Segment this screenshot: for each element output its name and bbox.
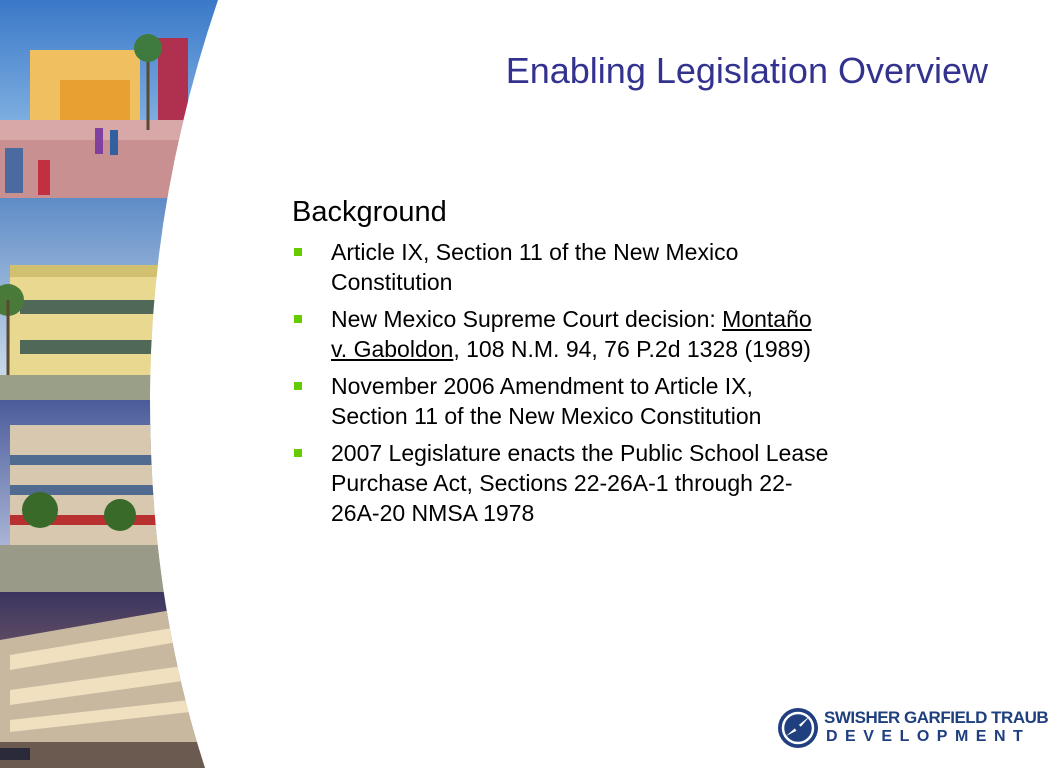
bullet-text: 2007 Legislature enacts the Public School Lease Purchase Act, Sections 22-26A-1 through 22-26A-20 NMSA 1978 <box>331 440 829 526</box>
compass-logo-icon <box>776 706 820 750</box>
company-logo <box>776 706 1048 750</box>
bullet-text: November 2006 Amendment to Article IX, Section 11 of the New Mexico Constitution <box>331 373 762 429</box>
bullet-text-suffix: , 108 N.M. 94, 76 P.2d 1328 (1989) <box>453 336 811 362</box>
bullet-text: Article IX, Section 11 of the New Mexico Constitution <box>331 239 739 295</box>
building-photo-collage <box>0 0 220 768</box>
slide-title: Enabling Legislation Overview <box>505 50 988 91</box>
logo-line-2: DEVELOPMENT <box>826 728 1031 745</box>
bullet-square-icon <box>294 449 302 457</box>
bullet-list <box>292 237 832 528</box>
section-heading: Background <box>292 196 447 228</box>
bullet-text-prefix: New Mexico Supreme Court decision: <box>331 306 723 332</box>
bullet-item <box>292 438 832 528</box>
photo-school-building <box>0 198 220 400</box>
bullet-item <box>292 304 832 364</box>
photo-plaza <box>0 0 220 198</box>
bullet-square-icon <box>294 382 302 390</box>
bullet-item <box>292 237 832 297</box>
bullet-square-icon <box>294 248 302 256</box>
logo-line-1: SWISHER GARFIELD TRAUB <box>824 708 1048 727</box>
bullet-square-icon <box>294 315 302 323</box>
bullet-item <box>292 371 832 431</box>
photo-night-building <box>0 592 220 768</box>
slide-content <box>292 196 832 535</box>
photo-modern-building <box>0 400 220 592</box>
case-citation-link: Montaño v. Gaboldon <box>331 306 812 362</box>
